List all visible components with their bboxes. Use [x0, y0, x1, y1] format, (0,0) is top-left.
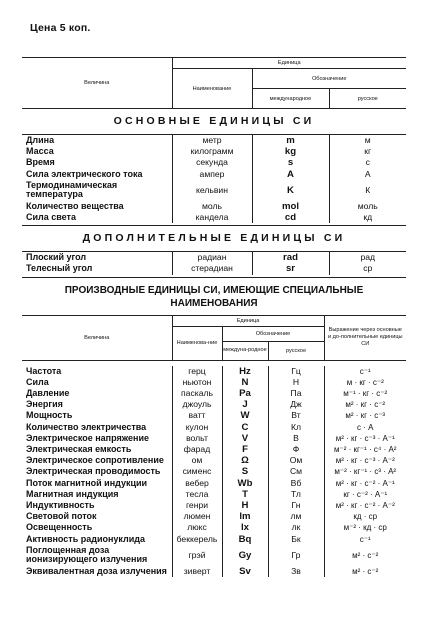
quantity-name: Электрическое сопротивление	[26, 455, 164, 466]
base-unit-row	[22, 180, 406, 201]
unit-name: моль	[172, 201, 252, 212]
rus-symbol: лк	[268, 522, 324, 533]
intl-symbol: Wb	[222, 478, 268, 489]
derived-unit-row	[22, 433, 406, 444]
derived-header-expr: Выражение через основные и до-полнительные единицы СИ	[324, 315, 406, 360]
intl-symbol: T	[222, 489, 268, 500]
intl-symbol: V	[222, 433, 268, 444]
quantity-name: Магнитная индукция	[26, 488, 119, 499]
derived-header-name: Наименова-ние	[172, 326, 222, 360]
intl-symbol: W	[222, 410, 268, 421]
derived-unit-row	[22, 489, 406, 500]
rus-symbol: Бк	[268, 534, 324, 545]
unit-name: ньютон	[172, 377, 222, 388]
quantity-name: Сила электрического тока	[26, 168, 143, 179]
quantity-name: Электрическая проводимость	[26, 466, 161, 477]
rus-symbol: Гц	[268, 366, 324, 377]
quantity-name: Плоский угол	[26, 252, 87, 263]
base-units-table	[22, 135, 406, 223]
header-designation: Обозначение	[252, 69, 406, 89]
quantity-name: Время	[26, 157, 55, 168]
unit-name: грэй	[172, 545, 222, 566]
header-intl: международное	[252, 89, 329, 109]
intl-symbol: A	[252, 169, 329, 180]
quantity-name: Термодинамическая температура	[26, 179, 118, 200]
unit-name: паскаль	[172, 388, 222, 399]
intl-symbol: kg	[252, 146, 329, 157]
quantity-name: Количество вещества	[26, 200, 124, 211]
derived-unit-row	[22, 511, 406, 522]
rus-symbol: Вб	[268, 478, 324, 489]
unit-name: вольт	[172, 433, 222, 444]
rus-symbol: Ом	[268, 455, 324, 466]
si-expression: м² · кг · с⁻³ · А⁻²	[324, 455, 406, 466]
rus-symbol: лм	[268, 511, 324, 522]
base-unit-row	[22, 212, 406, 223]
unit-name: кулон	[172, 422, 222, 433]
rus-symbol: См	[268, 466, 324, 477]
unit-name: ом	[172, 455, 222, 466]
intl-symbol: mol	[252, 201, 329, 212]
intl-symbol: Bq	[222, 534, 268, 545]
derived-unit-row	[22, 500, 406, 511]
header-name: Наименование	[172, 69, 252, 109]
si-expression: м² · с⁻²	[324, 566, 406, 577]
unit-name: люмен	[172, 511, 222, 522]
rus-symbol: Гр	[268, 545, 324, 566]
rus-symbol: Кл	[268, 422, 324, 433]
intl-symbol: Ω	[222, 455, 268, 466]
intl-symbol: s	[252, 157, 329, 168]
quantity-name: Телесный угол	[26, 263, 93, 274]
derived-unit-row	[22, 366, 406, 377]
si-expression: м² · кг · с⁻³ · А⁻¹	[324, 433, 406, 444]
rus-symbol: кг	[329, 146, 406, 157]
base-unit-row	[22, 146, 406, 157]
rus-symbol: Зв	[268, 566, 324, 577]
derived-header-unit: Единица	[172, 315, 324, 326]
quantity-name: Световой поток	[26, 511, 97, 522]
unit-name: герц	[172, 366, 222, 377]
quantity-name: Индуктивность	[26, 500, 95, 511]
intl-symbol: lm	[222, 511, 268, 522]
derived-unit-row	[22, 566, 406, 577]
derived-unit-row	[22, 422, 406, 433]
intl-symbol: F	[222, 444, 268, 455]
unit-name: беккерель	[172, 534, 222, 545]
intl-symbol: rad	[252, 252, 329, 263]
unit-name: вебер	[172, 478, 222, 489]
quantity-name: Масса	[26, 146, 54, 157]
si-expression: м⁻² · кд · ср	[324, 522, 406, 533]
units-table-header	[22, 57, 406, 109]
unit-name: сименс	[172, 466, 222, 477]
unit-name: ватт	[172, 410, 222, 421]
si-expression: м² · с⁻²	[324, 545, 406, 566]
si-expression: м⁻¹ · кг · с⁻²	[324, 388, 406, 399]
si-expression: с⁻¹	[324, 366, 406, 377]
header-rus: русское	[329, 89, 406, 109]
rus-symbol: А	[329, 169, 406, 180]
quantity-name: Сила света	[26, 212, 76, 223]
si-units-document	[22, 57, 406, 577]
quantity-name: Электрическая емкость	[26, 444, 132, 455]
unit-name: метр	[172, 135, 252, 146]
unit-name: генри	[172, 500, 222, 511]
derived-title-line-2: НАИМЕНОВАНИЯ	[170, 297, 258, 309]
intl-symbol: cd	[252, 212, 329, 223]
quantity-name: Количество электричества	[26, 421, 147, 432]
intl-symbol: Sv	[222, 566, 268, 577]
derived-header-intl: междуна-родное	[222, 341, 268, 360]
rus-symbol: Вт	[268, 410, 324, 421]
quantity-name: Давление	[26, 388, 70, 399]
quantity-name: Поглощенная доза ионизирующего излучения	[26, 544, 148, 565]
intl-symbol: Hz	[222, 366, 268, 377]
si-expression: м · кг · с⁻²	[324, 377, 406, 388]
base-unit-row	[22, 169, 406, 180]
derived-unit-row	[22, 377, 406, 388]
si-expression: м² · кг · с⁻² · А⁻¹	[324, 478, 406, 489]
derived-header-rus: русское	[268, 341, 324, 360]
derived-unit-row	[22, 522, 406, 533]
derived-units-title	[22, 277, 406, 315]
intl-symbol: lx	[222, 522, 268, 533]
base-unit-row	[22, 201, 406, 212]
intl-symbol: S	[222, 466, 268, 477]
derived-header-quantity: Величина	[22, 315, 172, 360]
si-expression: кг · с⁻² · А⁻¹	[324, 489, 406, 500]
unit-name: килограмм	[172, 146, 252, 157]
unit-name: радиан	[172, 252, 252, 263]
rus-symbol: рад	[329, 252, 406, 263]
rus-symbol: Гн	[268, 500, 324, 511]
derived-unit-row	[22, 534, 406, 545]
si-expression: м⁻² · кг⁻¹ · с³ · А²	[324, 466, 406, 477]
derived-unit-row	[22, 444, 406, 455]
derived-title-line-1: ПРОИЗВОДНЫЕ ЕДИНИЦЫ СИ, ИМЕЮЩИЕ СПЕЦИАЛЬНЫЕ	[64, 284, 364, 296]
intl-symbol: Gy	[222, 545, 268, 566]
derived-unit-row	[22, 388, 406, 399]
unit-name: кандела	[172, 212, 252, 223]
derived-unit-row	[22, 455, 406, 466]
supplementary-units-table	[22, 252, 406, 274]
derived-unit-row	[22, 545, 406, 566]
unit-name: кельвин	[172, 180, 252, 201]
header-quantity: Величина	[22, 58, 172, 109]
derived-unit-row	[22, 399, 406, 410]
rus-symbol: Дж	[268, 399, 324, 410]
intl-symbol: C	[222, 422, 268, 433]
unit-name: люкс	[172, 522, 222, 533]
derived-unit-row	[22, 478, 406, 489]
quantity-name: Активность радионуклида	[26, 533, 146, 544]
base-unit-row	[22, 157, 406, 168]
intl-symbol: N	[222, 377, 268, 388]
quantity-name: Электрическое напряжение	[26, 432, 149, 443]
supplementary-units-title: ДОПОЛНИТЕЛЬНЫЕ ЕДИНИЦЫ СИ	[22, 225, 406, 252]
derived-unit-row	[22, 410, 406, 421]
intl-symbol: sr	[252, 263, 329, 274]
si-expression: м² · кг · с⁻³	[324, 410, 406, 421]
quantity-name: Освещенность	[26, 522, 93, 533]
rus-symbol: В	[268, 433, 324, 444]
si-expression: м² · кг · с⁻²	[324, 399, 406, 410]
unit-name: зиверт	[172, 566, 222, 577]
quantity-name: Поток магнитной индукции	[26, 477, 148, 488]
quantity-name: Частота	[26, 365, 62, 376]
base-units-title: ОСНОВНЫЕ ЕДИНИЦЫ СИ	[22, 109, 406, 135]
quantity-name: Длина	[26, 135, 55, 145]
unit-name: тесла	[172, 489, 222, 500]
unit-name: фарад	[172, 444, 222, 455]
si-expression: м⁻² · кг⁻¹ · с⁴ · А²	[324, 444, 406, 455]
derived-header-designation: Обозначение	[222, 326, 324, 341]
quantity-name: Сила	[26, 376, 49, 387]
derived-table-header	[22, 315, 406, 361]
intl-symbol: m	[252, 135, 329, 146]
rus-symbol: Па	[268, 388, 324, 399]
rus-symbol: ср	[329, 263, 406, 274]
rus-symbol: с	[329, 157, 406, 168]
intl-symbol: K	[252, 180, 329, 201]
unit-name: ампер	[172, 169, 252, 180]
suppl-unit-row	[22, 252, 406, 263]
intl-symbol: Pa	[222, 388, 268, 399]
rus-symbol: Тл	[268, 489, 324, 500]
si-expression: кд · ср	[324, 511, 406, 522]
derived-units-table	[22, 366, 406, 577]
si-expression: с⁻¹	[324, 534, 406, 545]
intl-symbol: J	[222, 399, 268, 410]
unit-name: джоуль	[172, 399, 222, 410]
price-label: Цена 5 коп.	[30, 22, 91, 34]
rus-symbol: Н	[268, 377, 324, 388]
base-unit-row	[22, 135, 406, 146]
rus-symbol: моль	[329, 201, 406, 212]
unit-name: стерадиан	[172, 263, 252, 274]
unit-name: секунда	[172, 157, 252, 168]
si-expression: м² · кг · с⁻² · А⁻²	[324, 500, 406, 511]
derived-unit-row	[22, 466, 406, 477]
rus-symbol: К	[329, 180, 406, 201]
rus-symbol: Ф	[268, 444, 324, 455]
quantity-name: Энергия	[26, 399, 63, 410]
si-expression: с · А	[324, 422, 406, 433]
rus-symbol: м	[329, 135, 406, 146]
header-unit: Единица	[172, 58, 406, 69]
suppl-unit-row	[22, 263, 406, 274]
rus-symbol: кд	[329, 212, 406, 223]
quantity-name: Эквивалентная доза излучения	[26, 565, 167, 576]
quantity-name: Мощность	[26, 410, 73, 421]
intl-symbol: H	[222, 500, 268, 511]
